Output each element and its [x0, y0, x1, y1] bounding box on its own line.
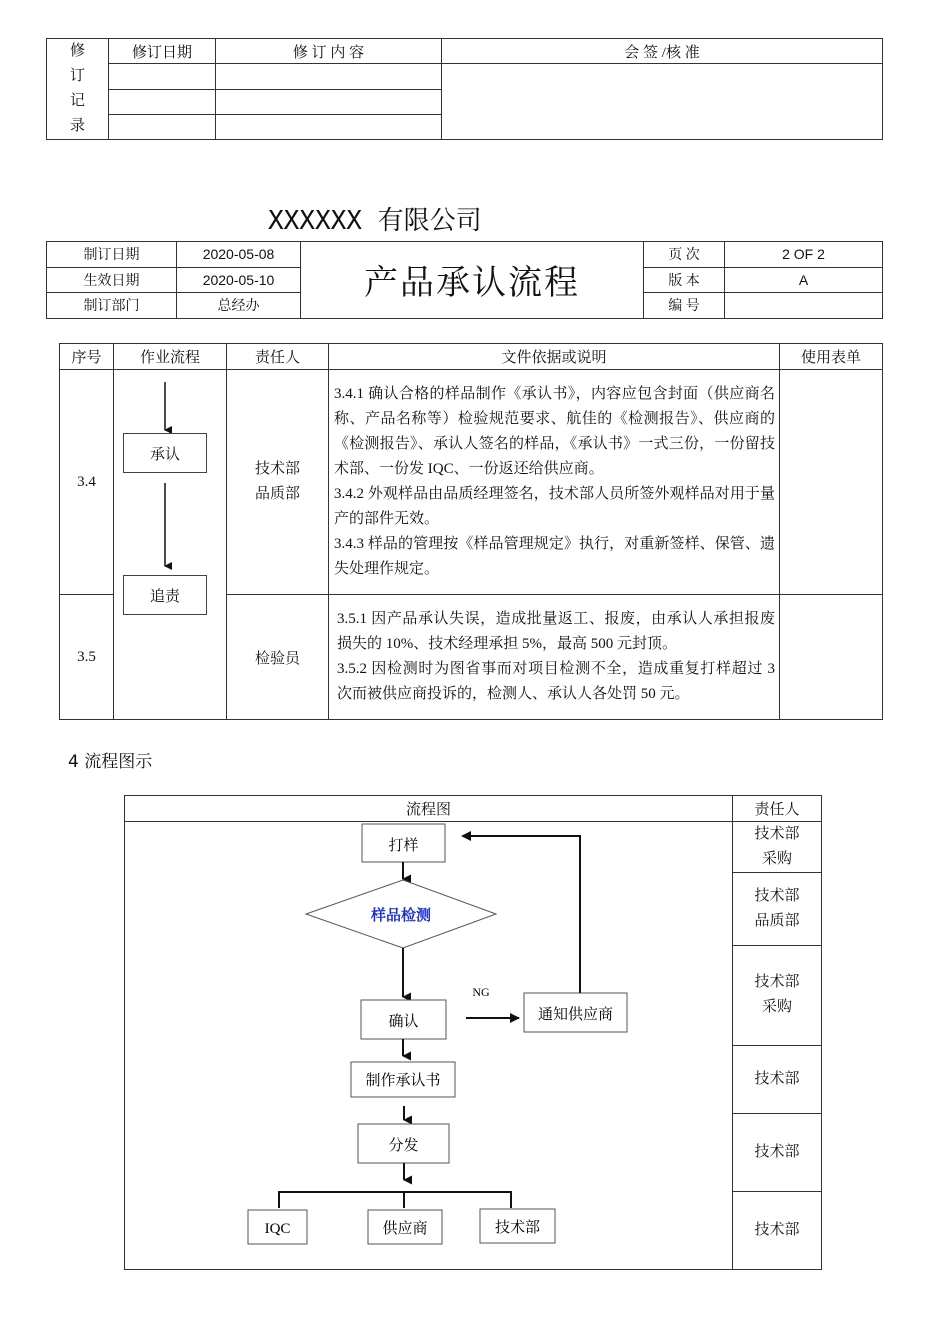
node-sample: 打样	[388, 838, 419, 854]
flowchart-owner	[733, 946, 822, 1046]
flowchart-owner	[733, 873, 822, 946]
col-flow: 作业流程	[114, 344, 227, 370]
revision-cell	[109, 90, 216, 115]
owner-line: 采购	[761, 851, 792, 867]
revision-side-char: 记	[69, 93, 85, 109]
revision-side-char: 订	[69, 68, 85, 84]
revision-col-content: 修 订 内 容	[216, 39, 442, 64]
revision-col-sign: 会 签 /核 准	[442, 39, 883, 64]
row-owner	[227, 370, 329, 595]
row-no: 3.4	[60, 370, 114, 595]
revision-cell	[109, 64, 216, 90]
revision-cell	[216, 64, 442, 90]
col-no: 序号	[60, 344, 114, 370]
revision-sign-cell	[442, 64, 883, 140]
version-label: 版 本	[644, 267, 725, 293]
section-4-title: 4 流程图示	[68, 752, 153, 772]
flowchart-col-owner: 责任人	[733, 796, 822, 822]
flowchart-col-flow: 流程图	[125, 796, 733, 822]
document-header	[46, 241, 883, 319]
owner-line: 技术部	[754, 888, 800, 904]
ng-label: NG	[472, 985, 490, 999]
revision-cell	[216, 90, 442, 115]
description-paragraph: 3.5.1 因产品承认失误，造成批量返工、报废，由承认人承担报废损失的 10%、技术经理承担 5%，最高 500 元封顶。	[337, 611, 775, 652]
number-value	[725, 293, 883, 319]
flowchart-diagram	[125, 822, 731, 1266]
revision-cell	[216, 115, 442, 140]
dept-value: 总经办	[177, 293, 301, 319]
node-tech: 技术部	[494, 1220, 541, 1236]
made-date: 2020-05-08	[177, 242, 301, 268]
document-title: 产品承认流程	[301, 242, 644, 319]
branch-line	[279, 1192, 511, 1208]
node-notify: 通知供应商	[537, 1007, 614, 1023]
flowchart-owner: 技术部	[733, 1114, 822, 1192]
description-paragraph: 3.4.3 样品的管理按《样品管理规定》执行，对重新签样、保管、遗失处理作规定。	[334, 536, 775, 577]
row-form	[780, 595, 883, 720]
page-label: 页 次	[644, 242, 725, 268]
revision-col-date: 修订日期	[109, 39, 216, 64]
number-label: 编 号	[644, 293, 725, 319]
owner-line: 品质部	[254, 486, 300, 502]
row-owner	[227, 595, 329, 720]
flowchart-owner: 技术部	[733, 1046, 822, 1114]
revision-side-char: 录	[69, 118, 85, 134]
row-description	[329, 370, 780, 595]
flowchart-owner: 技术部	[733, 1192, 822, 1270]
node-iqc: IQC	[264, 1221, 291, 1237]
col-desc: 文件依据或说明	[329, 344, 780, 370]
revision-side-char: 修	[69, 43, 85, 59]
row-form	[780, 370, 883, 595]
col-owner: 责任人	[227, 344, 329, 370]
owner-line: 技术部	[254, 461, 300, 477]
loop-arrowhead	[461, 831, 471, 841]
description-paragraph: 3.4.1 确认合格的样品制作《承认书》，内容应包含封面（供应商名称、产品名称等）检验规范要求、航佳的《检测报告》、供应商的《检测报告》、承认人签名的样品，《承认书》一式三份，一份留技术部、一份发 IQC、一份返还给供应商。	[334, 386, 775, 477]
owner-line: 检验员	[254, 650, 300, 667]
node-confirm: 确认	[388, 1014, 419, 1030]
owner-line: 品质部	[754, 913, 800, 929]
node-make-cert: 制作承认书	[365, 1073, 441, 1089]
owner-line: 采购	[761, 999, 792, 1015]
version-value: A	[725, 267, 883, 293]
owner-line: 技术部	[754, 974, 800, 990]
flowchart-owner	[733, 822, 822, 873]
flow-box-trace: 追责	[123, 575, 207, 615]
revision-cell	[109, 115, 216, 140]
row-no: 3.5	[60, 595, 114, 720]
owner-line: 技术部	[754, 826, 800, 842]
company-name: XXXXXX 有限公司	[268, 206, 482, 236]
made-date-label: 制订日期	[47, 242, 177, 268]
revision-table	[46, 38, 883, 140]
col-form: 使用表单	[780, 344, 883, 370]
row-description	[329, 595, 780, 720]
description-paragraph: 3.5.2 因检测时为图省事而对项目检测不全，造成重复打样超过 3 次而被供应商投诉的，检测人、承认人各处罚 50 元。	[337, 661, 775, 702]
effective-date-label: 生效日期	[47, 267, 177, 293]
revision-side-label	[47, 39, 109, 140]
node-distribute: 分发	[388, 1138, 419, 1154]
description-paragraph: 3.4.2 外观样品由品质经理签名，技术部人员所签外观样品对用于量产的部件无效。	[334, 486, 775, 527]
node-supplier: 供应商	[382, 1221, 428, 1237]
effective-date: 2020-05-10	[177, 267, 301, 293]
node-inspect: 样品检测	[370, 908, 432, 924]
flow-box-approve: 承认	[123, 433, 207, 473]
dept-label: 制订部门	[47, 293, 177, 319]
page-value: 2 OF 2	[725, 242, 883, 268]
